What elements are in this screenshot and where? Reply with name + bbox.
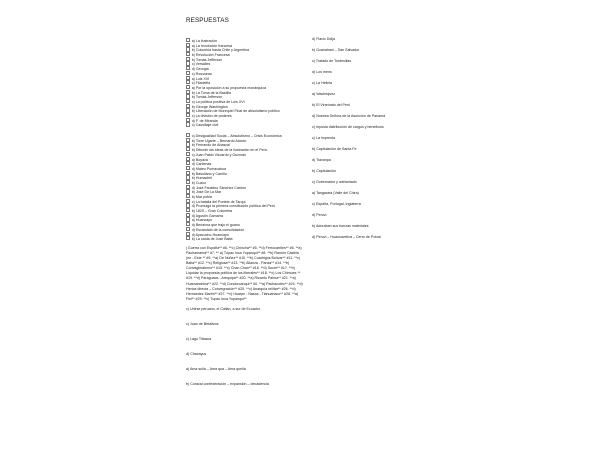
list-item: a) Boyacá [186, 157, 304, 162]
list-item: c) Rousseau [186, 71, 304, 76]
checkbox-icon [186, 90, 190, 94]
answer-list-1 [186, 38, 304, 127]
list-item: c) Gobernador y adelantado [312, 180, 357, 184]
list-item: d) Chavayus [186, 351, 207, 356]
checkbox-icon [186, 147, 190, 151]
list-item: a) Wachequez [312, 92, 336, 96]
list-item: b) George Washington [186, 104, 304, 109]
list-item: b) El Virreinato del Perú [312, 103, 351, 107]
list-item: b) Curacal confederación – expansión – decadencia [186, 381, 269, 386]
answer-paragraphs [186, 246, 304, 398]
list-item: a) Huancayo [186, 217, 304, 222]
answer-list-2 [186, 133, 304, 241]
checkbox-icon [186, 138, 190, 142]
list-item: b) Mar pobla [186, 194, 304, 199]
checkbox-icon [186, 157, 190, 161]
checkbox-icon [186, 152, 190, 156]
list-item: b) Liberación de Monrquel Final de absolutismo político [186, 108, 304, 113]
list-item: b) Colombia hasta Chile y Argentina [186, 47, 304, 52]
checkbox-icon [186, 199, 190, 203]
list-item: d) Agustín Gamarra [186, 213, 304, 218]
list-item: b) Basuliano y Carrillo [186, 171, 304, 176]
checkbox-icon [186, 189, 190, 193]
list-item: c) Desigualdad Social – Absolutismo – Crisis Económica [186, 133, 304, 138]
checkbox-icon [186, 47, 190, 51]
list-item: b) Adoraban sus fuerzas materiales [312, 224, 369, 228]
list-item: c) Filadelfia [186, 80, 304, 85]
checkbox-icon [186, 171, 190, 175]
checkbox-icon [186, 118, 190, 122]
checkbox-icon [186, 222, 190, 226]
checkbox-icon [186, 217, 190, 221]
list-item: c) Juan Pablo Vizcardo y Guzmán [186, 152, 304, 157]
list-item: c) La batalla del Portete de Tarqui [186, 199, 304, 204]
list-item: d) Nuestra Señora de la Asunción de Panamá [312, 114, 386, 118]
list-item: a) La ilustración [186, 38, 304, 43]
checkbox-icon [186, 166, 190, 170]
checkbox-icon [186, 175, 190, 179]
list-item: d) Georgia [186, 66, 304, 71]
list-item: d) Los mens [312, 70, 332, 74]
checkbox-icon [186, 104, 190, 108]
left-column [186, 38, 304, 398]
list-item: a) Tangarara (Valle del Chira) [312, 191, 359, 195]
list-item: b) Tomás Jefferson [186, 57, 304, 62]
checkbox-icon [186, 71, 190, 75]
list-item: c) Tratado de Tordesillas [312, 59, 352, 63]
checkbox-icon [186, 66, 190, 70]
checkbox-icon [186, 161, 190, 165]
list-item: c) La imprenta [312, 136, 335, 140]
list-item: d) Ayacucho-Huancayo [186, 232, 304, 237]
checkbox-icon [186, 203, 190, 207]
list-item: d) Escándalo de la consolidación [186, 227, 304, 232]
list-item: b) La caída de José Balta [186, 236, 304, 241]
list-item: d) F. de Miranda [186, 118, 304, 123]
list-item: c) La división de poderes [186, 113, 304, 118]
list-item: c) Lago Titicaca [186, 336, 212, 341]
list-item: b) Fernando de Abascal [186, 142, 304, 147]
list-item: b) La Toma de la Bastilla [186, 90, 304, 95]
list-item: a) Luis XVI [186, 76, 304, 81]
list-item: a) La revolución francesa [186, 43, 304, 48]
list-item: b) José De La Mar [186, 189, 304, 194]
checkbox-icon [186, 52, 190, 56]
list-item: b) 1820 – Gran Colombia [186, 208, 304, 213]
list-item: b) Revolución Francesa [186, 52, 304, 57]
list-item: c) La política positiva de Luis XVI [186, 99, 304, 104]
checkbox-icon [186, 142, 190, 146]
list-item: b) Capitulación [312, 169, 336, 173]
list-item: d) José Faustino Sánchez Carrión [186, 185, 304, 190]
checkbox-icon [186, 122, 190, 126]
checkbox-icon [186, 133, 190, 137]
list-item: a) Por la oposición a su propuesta monárquica [186, 85, 304, 90]
checkbox-icon [186, 38, 190, 42]
list-item: d) Peruvi – Huancavelica – Cerro de Potosí [312, 235, 382, 239]
checkbox-icon [186, 208, 190, 212]
checkbox-icon [186, 236, 190, 240]
list-item: d) Mateo Pumacahua [186, 166, 304, 171]
list-item: b) Guanahani – San Salvador [312, 48, 360, 52]
checkbox-icon [186, 94, 190, 98]
checkbox-icon [186, 232, 190, 236]
list-item: b) Torre Ugarte – Bernardo Alcedo [186, 138, 304, 143]
list-item: d) Flavio Ddija [312, 37, 335, 41]
checkbox-icon [186, 76, 190, 80]
list-item: c) Unirse peruano, el Callao, a sur de Ecuador. [186, 306, 261, 311]
list-item: c) Versalles [186, 61, 304, 66]
checkbox-icon [186, 108, 190, 112]
right-column [312, 38, 437, 247]
checkbox-icon [186, 180, 190, 184]
list-item: c) España, Portugal, Inglaterra [312, 202, 361, 206]
checkbox-icon [186, 57, 190, 61]
checkbox-icon [186, 113, 190, 117]
list-item: c) La Hellela [312, 81, 332, 85]
list-item: b) Cuzco [186, 180, 304, 185]
page-title: RESPUESTAS [186, 17, 229, 24]
list-item: b) Difundir las ideas de la ilustración en el Perú. [186, 147, 304, 152]
list-item: a) Ama sulla – Ama qua – Ama quella [186, 366, 246, 371]
list-item: d) Benavna que trajo el guano [186, 222, 304, 227]
list-item: d) Promulgó la primera constitución política del Perú [186, 203, 304, 208]
list-item: d) Tiavanpa [312, 158, 331, 162]
list-item: d) Cantenas [186, 161, 304, 166]
checkbox-icon [186, 85, 190, 89]
long-answer-paragraph: | Guerra con España** #6. **c) Chincha** #5. **d) Ferrocarriles** #6. **a) Pachamama** #7. ** a) Túpac Inca Yupanqui** #8. **b) Ramón Castilla (en - Este ** #9. **a) De Núñez** #10. **b) Cuadrigós Bolívar** #11. **c) Balta** #12. **c) Religiosa** #13. **b) Alianza - Panza** #14. **b) Convagimaheno** #15. **c) Chan Chan** #16. **d) Sucre** #17. **b) Liquidar la propuesta política de los liberales** #18. **c) Los Chimúes ** #19. **d) Paraguaca - Arequipa** #20. **a) Ricardo Palma** #21. **a) Huamanchina** #22. **d) Condorcanqui** #0. **a) Pachacutec** #24. **d) Herica directa – Convegración** #25. **c) Anarquía militar** #26. **d) Hernández Martín** #27. **c) Huarpe - Nasca - Tiahuanaco** #28. **a) Fiel** #29. **c) Tupac Inca Yupanqui** [186, 245, 303, 301]
checkbox-icon [186, 43, 190, 47]
checkbox-icon [186, 80, 190, 84]
checkbox-icon [186, 99, 190, 103]
list-item: b) Humachiri [186, 175, 304, 180]
list-item: c) Causillaje civil [186, 122, 304, 127]
list-item: c) reposia distribución de cargos y beneficios [312, 125, 384, 129]
checkbox-icon [186, 185, 190, 189]
checkbox-icon [186, 227, 190, 231]
checkbox-icon [186, 213, 190, 217]
checkbox-icon [186, 194, 190, 198]
list-item: b) Tomás Jefferson [186, 94, 304, 99]
checkbox-icon [186, 61, 190, 65]
list-item: d) Peruvi [312, 213, 327, 217]
list-item: b) Capitulación de Santa Fe [312, 147, 357, 151]
list-item: c) Juan de Betaltzos [186, 321, 219, 326]
